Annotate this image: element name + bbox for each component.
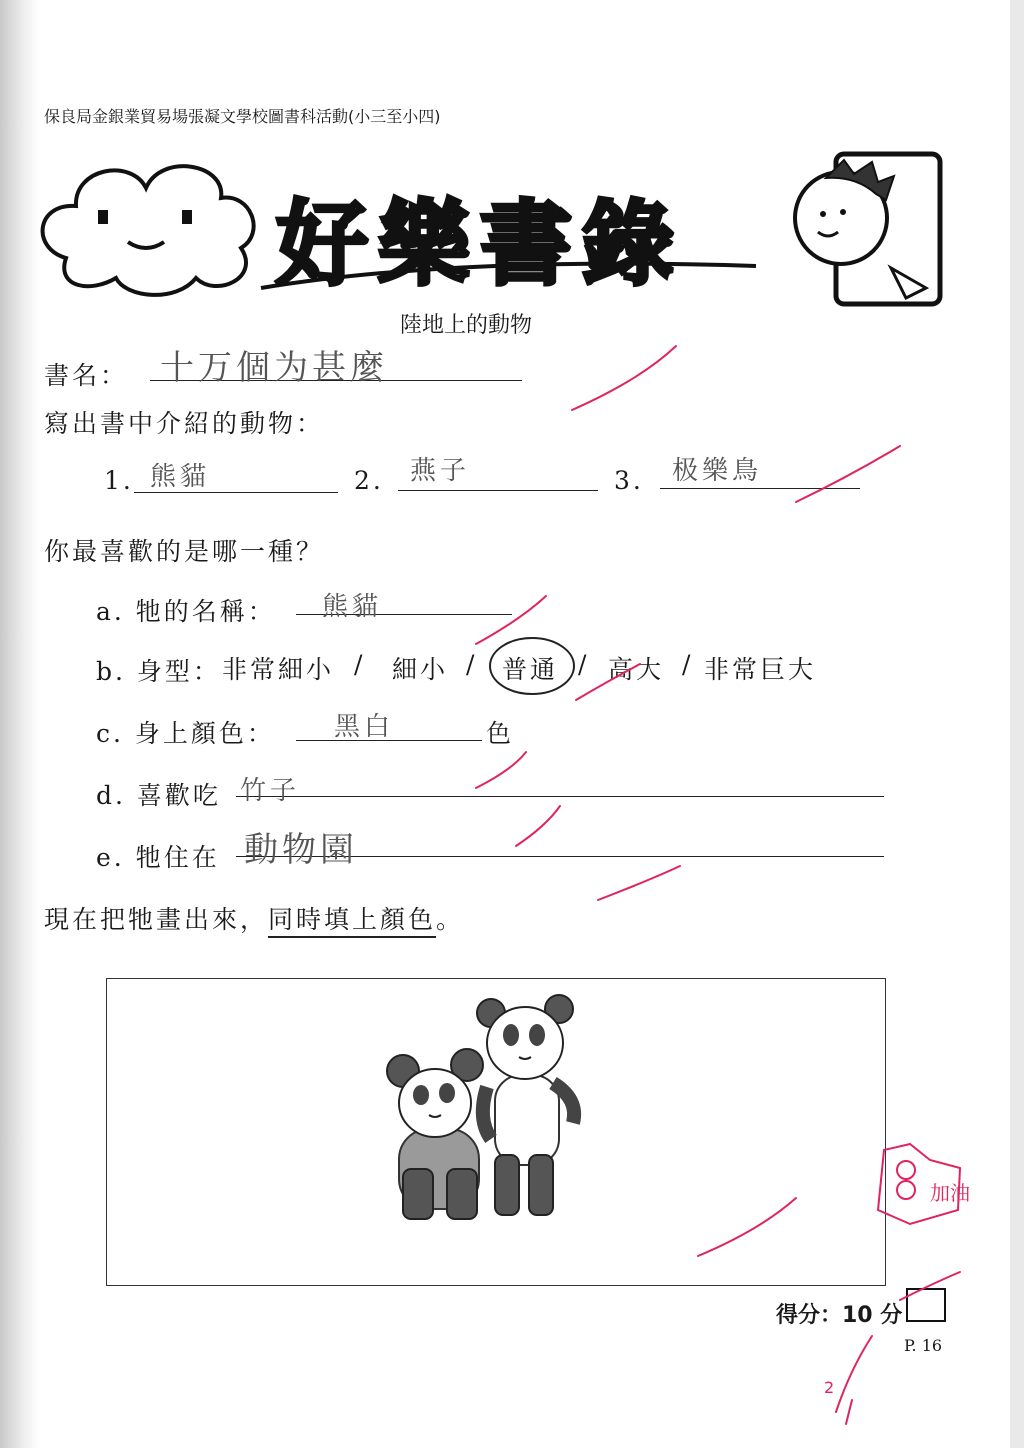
favorite-label: 你最喜歡的是哪一種？ [44, 537, 325, 566]
tick-mark [598, 866, 680, 900]
tick-mark [476, 752, 526, 788]
panda-tall-icon [477, 995, 574, 1215]
tick-mark [846, 1400, 852, 1424]
drawing-box [106, 978, 886, 1286]
page-number: P. 16 [904, 1336, 943, 1355]
tick-mark [476, 596, 546, 644]
favorite-name-answer: 熊貓 [322, 592, 383, 622]
size-option-very-small: 非常細小 [222, 655, 335, 684]
draw-instruction [44, 900, 464, 936]
worksheet-heading: 陸地上的動物 [400, 313, 533, 338]
size-option-normal-selected: 普通 [502, 655, 559, 684]
animal-1-answer: 熊貓 [150, 462, 211, 492]
encouragement-stamp-icon [870, 1140, 970, 1230]
food-line [236, 796, 884, 797]
draw-instruction-emphasis: 同時填上顏色 [268, 905, 436, 938]
animal-2-answer: 燕子 [410, 456, 471, 486]
animal-3-line [660, 488, 860, 489]
tick-mark [796, 446, 900, 502]
size-option-large: 高大 [608, 655, 665, 684]
size-option-very-large: 非常巨大 [704, 655, 817, 684]
favorite-name-label: a. 牠的名稱： [96, 597, 276, 626]
stamp-text: 加油 [930, 1181, 970, 1205]
food-answer: 竹子 [240, 776, 301, 806]
home-answer: 動物園 [244, 830, 358, 870]
draw-instruction-end: 。 [436, 905, 465, 934]
score-label: 得分：10 分 [776, 1303, 903, 1328]
scan-edge-right [1010, 0, 1024, 1448]
score-tally: 2 [824, 1378, 835, 1397]
size-label: b. 身型： [96, 657, 221, 686]
school-activity-header: 保良局金銀業貿易場張凝文學校圖書科活動(小三至小四) [44, 107, 441, 126]
size-option-small: 細小 [392, 655, 449, 684]
home-label: e. 牠住在 [96, 843, 220, 872]
panda-small-icon [387, 1049, 483, 1219]
color-answer: 黑白 [334, 712, 395, 742]
scan-edge-left [0, 0, 40, 1448]
tick-mark [572, 346, 676, 410]
cloud-icon [43, 166, 254, 295]
animals-label: 寫出書中介紹的動物： [44, 409, 325, 438]
animal-3-answer: 极樂鳥 [672, 456, 763, 486]
animal-2-line [398, 490, 598, 491]
banner [36, 148, 976, 308]
animal-3-number: 3. [614, 466, 644, 495]
boy-in-window-icon [795, 154, 940, 304]
food-label: d. 喜歡吃 [96, 781, 221, 810]
tick-mark [516, 806, 560, 846]
color-suffix: 色 [486, 719, 515, 748]
color-label: c. 身上顏色： [96, 719, 275, 748]
animal-1-number: 1. [104, 466, 134, 495]
animal-2-number: 2. [354, 466, 384, 495]
book-name-label: 書名： [44, 361, 129, 390]
banner-title: 好樂書錄 [276, 191, 685, 298]
tick-mark [836, 1336, 872, 1412]
panda-drawing [107, 979, 885, 1285]
book-name-answer: 十万個为甚麼 [160, 348, 388, 388]
score-box [906, 1288, 946, 1322]
draw-instruction-text: 現在把牠畫出來， [44, 905, 269, 934]
